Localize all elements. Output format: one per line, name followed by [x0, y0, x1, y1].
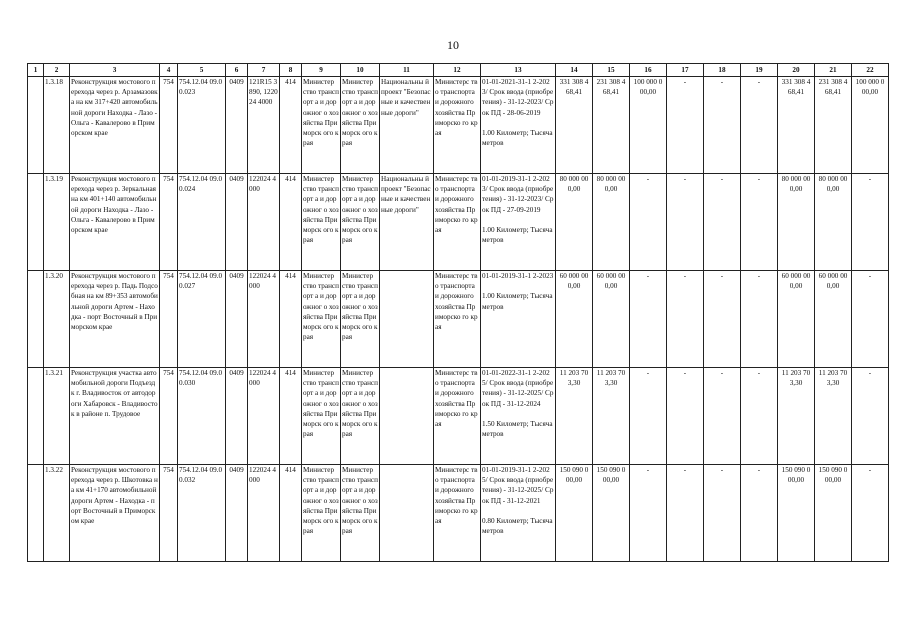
column-header-8: 8 [280, 64, 302, 77]
column-header-17: 17 [667, 64, 704, 77]
column-header-6: 6 [226, 64, 248, 77]
national-project [380, 465, 434, 562]
grbs-code: 754 [160, 368, 178, 465]
budget-funds: 80 000 00 0,00 [593, 174, 630, 271]
developer: Министерс тво транспорта и дорожного хозяйства Приморско го края [434, 465, 481, 562]
col19-value: - [741, 465, 778, 562]
limit-federal: 100 000 0 00,00 [852, 77, 889, 174]
column-header-14: 14 [556, 64, 593, 77]
col19-value: - [741, 368, 778, 465]
expense-type: 414 [280, 77, 302, 174]
national-project [380, 271, 434, 368]
target-article: 122024 4000 [248, 368, 280, 465]
federal-funds: 100 000 0 00,00 [630, 77, 667, 174]
table-row [28, 368, 889, 465]
object-name: Реконструкция мостового перехода через р. Падь Подсобная на км 89+353 автомобильной дороги Артем - Находка - порт Восточный в Приморском крае [70, 271, 160, 368]
object-code: 754.12.04 09.00.024 [178, 174, 226, 271]
column-header-4: 4 [160, 64, 178, 77]
total-cost: 11 203 70 3,30 [556, 368, 593, 465]
col19-value: - [741, 174, 778, 271]
customer: Министер ство транспорт а и дорожног о хозяйства Приморск ого края [341, 174, 380, 271]
column-header-22: 22 [852, 64, 889, 77]
national-project: Национальны й проект "Безопасные и качественные дороги" [380, 174, 434, 271]
limit-regional: 150 090 0 00,00 [815, 465, 852, 562]
col18-value: - [704, 465, 741, 562]
responsible-executor: Министер ство транспорт а и дорожног о хозяйства Приморск ого края [302, 465, 341, 562]
column-header-2: 2 [44, 64, 70, 77]
section-code: 0409 [226, 174, 248, 271]
col18-value: - [704, 271, 741, 368]
column-header-5: 5 [178, 64, 226, 77]
expense-type: 414 [280, 465, 302, 562]
column-header-16: 16 [630, 64, 667, 77]
expense-type: 414 [280, 271, 302, 368]
grbs-code: 754 [160, 174, 178, 271]
national-project: Национальны й проект "Безопасные и качественные дороги" [380, 77, 434, 174]
table-row [28, 174, 889, 271]
limit-federal: - [852, 174, 889, 271]
target-article: 122024 4000 [248, 174, 280, 271]
header-row [28, 64, 889, 77]
column-header-21: 21 [815, 64, 852, 77]
column-header-18: 18 [704, 64, 741, 77]
col19-value: - [741, 271, 778, 368]
column-header-9: 9 [302, 64, 341, 77]
cell-col1 [28, 465, 44, 562]
expense-type: 414 [280, 368, 302, 465]
column-header-20: 20 [778, 64, 815, 77]
object-code: 754.12.04 09.00.027 [178, 271, 226, 368]
budget-funds: 231 308 4 68,41 [593, 77, 630, 174]
col18-value: - [704, 368, 741, 465]
object-code: 754.12.04 09.00.023 [178, 77, 226, 174]
federal-funds: - [630, 368, 667, 465]
target-article: 122024 4000 [248, 465, 280, 562]
object-name: Реконструкция мостового перехода через р. Зеркальная на км 401+140 автомобильной дороги Находка - Лазо - Ольга - Кавалерово в Приморском крае [70, 174, 160, 271]
responsible-executor: Министер ство транспорт а и дорожног о хозяйства Приморск ого края [302, 271, 341, 368]
expense-type: 414 [280, 174, 302, 271]
budget-funds: 11 203 70 3,30 [593, 368, 630, 465]
limit-regional: 80 000 00 0,00 [815, 174, 852, 271]
terms-and-capacity: 01-01-2019-31-1 2-2023 1.00 Километр; Тысяча метров [481, 271, 556, 368]
terms-and-capacity: 01-01-2019-31-1 2-2023/ Срок ввода (приобретения) - 31-12-2023/ Срок ПД - 27-09-2019 1.00 Километр; Тысяча метров [481, 174, 556, 271]
col17-value: - [667, 174, 704, 271]
column-header-19: 19 [741, 64, 778, 77]
column-header-11: 11 [380, 64, 434, 77]
limit-federal: - [852, 368, 889, 465]
col18-value: - [704, 174, 741, 271]
terms-and-capacity: 01-01-2021-31-1 2-2023/ Срок ввода (приобретения) - 31-12-2023/ Срок ПД - 28-06-2019 1.00 Километр; Тысяча метров [481, 77, 556, 174]
table-row [28, 465, 889, 562]
col19-value: - [741, 77, 778, 174]
row-number: 1.3.21 [44, 368, 70, 465]
cell-col1 [28, 174, 44, 271]
limit-total: 60 000 00 0,00 [778, 271, 815, 368]
table-row [28, 271, 889, 368]
row-number: 1.3.22 [44, 465, 70, 562]
column-header-10: 10 [341, 64, 380, 77]
limit-total: 331 308 4 68,41 [778, 77, 815, 174]
responsible-executor: Министер ство транспорт а и дорожног о хозяйства Приморск ого края [302, 174, 341, 271]
row-number: 1.3.19 [44, 174, 70, 271]
column-header-1: 1 [28, 64, 44, 77]
limit-federal: - [852, 465, 889, 562]
budget-funds: 150 090 0 00,00 [593, 465, 630, 562]
limit-regional: 11 203 70 3,30 [815, 368, 852, 465]
limit-regional: 60 000 00 0,00 [815, 271, 852, 368]
national-project [380, 368, 434, 465]
customer: Министер ство транспорт а и дорожног о хозяйства Приморск ого края [341, 465, 380, 562]
col17-value: - [667, 368, 704, 465]
row-number: 1.3.20 [44, 271, 70, 368]
limit-total: 80 000 00 0,00 [778, 174, 815, 271]
terms-and-capacity: 01-01-2022-31-1 2-2025/ Срок ввода (приобретения) - 31-12-2025/ Срок ПД - 31-12-2024 1.50 Километр; Тысяча метров [481, 368, 556, 465]
grbs-code: 754 [160, 465, 178, 562]
table-row [28, 77, 889, 174]
object-name: Реконструкция мостового перехода через р. Шкотовка на км 41+170 автомобильной дороги Артем - Находка - порт Восточный в Приморском крае [70, 465, 160, 562]
col17-value: - [667, 465, 704, 562]
developer: Министерс тво транспорта и дорожного хозяйства Приморско го края [434, 77, 481, 174]
responsible-executor: Министер ство транспорт а и дорожног о хозяйства Приморск ого края [302, 368, 341, 465]
limit-total: 11 203 70 3,30 [778, 368, 815, 465]
col17-value: - [667, 77, 704, 174]
limit-total: 150 090 0 00,00 [778, 465, 815, 562]
section-code: 0409 [226, 77, 248, 174]
object-code: 754.12.04 09.00.030 [178, 368, 226, 465]
total-cost: 331 308 4 68,41 [556, 77, 593, 174]
cell-col1 [28, 368, 44, 465]
column-header-15: 15 [593, 64, 630, 77]
customer: Министер ство транспорт а и дорожног о хозяйства Приморск ого края [341, 77, 380, 174]
terms-and-capacity: 01-01-2019-31-1 2-2025/ Срок ввода (приобретения) - 31-12-2025/ Срок ПД - 31-12-2021 0.80 Километр; Тысяча метров [481, 465, 556, 562]
responsible-executor: Министер ство транспорт а и дорожног о хозяйства Приморск ого края [302, 77, 341, 174]
section-code: 0409 [226, 271, 248, 368]
cell-col1 [28, 77, 44, 174]
section-code: 0409 [226, 368, 248, 465]
row-number: 1.3.18 [44, 77, 70, 174]
developer: Министерс тво транспорта и дорожного хозяйства Приморско го края [434, 271, 481, 368]
target-article: 121R15 3890, 122024 4000 [248, 77, 280, 174]
developer: Министерс тво транспорта и дорожного хозяйства Приморско го края [434, 368, 481, 465]
federal-funds: - [630, 174, 667, 271]
object-name: Реконструкция мостового перехода через р. Арзамазовка на км 317+420 автомобильной дороги Находка - Лазо - Ольга - Кавалерово в Приморском крае [70, 77, 160, 174]
column-header-3: 3 [70, 64, 160, 77]
object-code: 754.12.04 09.00.032 [178, 465, 226, 562]
total-cost: 80 000 00 0,00 [556, 174, 593, 271]
limit-regional: 231 308 4 68,41 [815, 77, 852, 174]
page-number: 10 [447, 38, 459, 52]
section-code: 0409 [226, 465, 248, 562]
column-header-12: 12 [434, 64, 481, 77]
col18-value: - [704, 77, 741, 174]
column-header-7: 7 [248, 64, 280, 77]
federal-funds: - [630, 465, 667, 562]
developer: Министерс тво транспорта и дорожного хозяйства Приморско го края [434, 174, 481, 271]
col17-value: - [667, 271, 704, 368]
column-header-13: 13 [481, 64, 556, 77]
grbs-code: 754 [160, 271, 178, 368]
target-article: 122024 4000 [248, 271, 280, 368]
total-cost: 150 090 0 00,00 [556, 465, 593, 562]
grbs-code: 754 [160, 77, 178, 174]
federal-funds: - [630, 271, 667, 368]
cell-col1 [28, 271, 44, 368]
investment-objects-table [27, 63, 889, 562]
limit-federal: - [852, 271, 889, 368]
customer: Министер ство транспорт а и дорожног о хозяйства Приморск ого края [341, 271, 380, 368]
object-name: Реконструкция участка автомобильной дороги Подъезд к г. Владивосток от автодороги Хабаровск - Владивосток в районе п. Трудовое [70, 368, 160, 465]
budget-funds: 60 000 00 0,00 [593, 271, 630, 368]
total-cost: 60 000 00 0,00 [556, 271, 593, 368]
customer: Министер ство транспорт а и дорожног о хозяйства Приморск ого края [341, 368, 380, 465]
